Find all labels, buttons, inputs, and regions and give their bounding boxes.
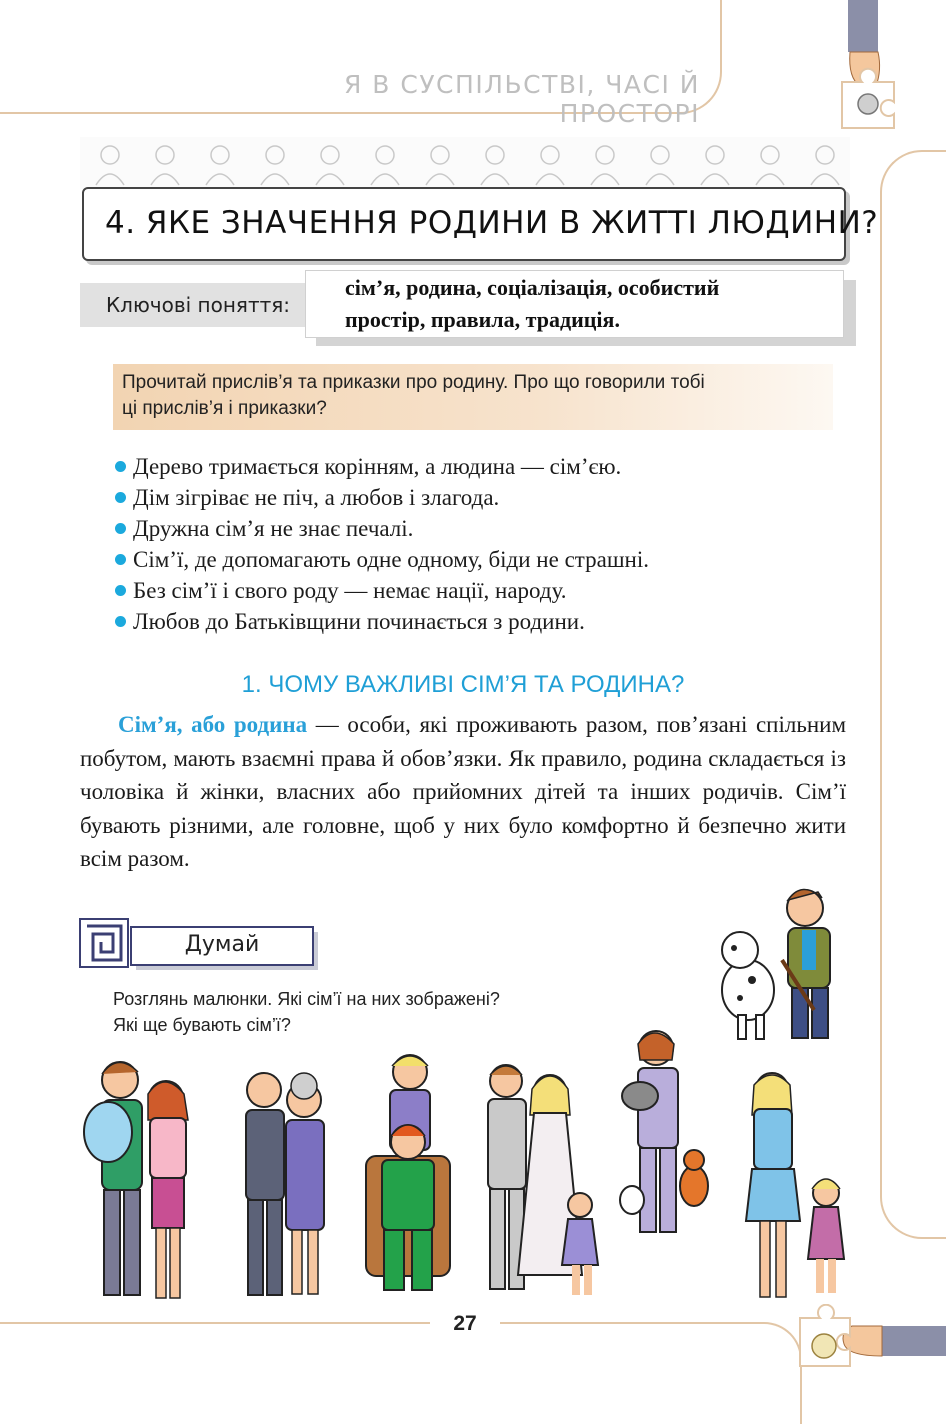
list-item xyxy=(115,513,835,544)
page-number: 27 xyxy=(430,1312,500,1336)
think-label: Думай xyxy=(184,932,260,957)
list-item xyxy=(115,544,835,575)
proverb-text: Без сім’ї і свого роду — немає нації, народу. xyxy=(133,578,567,603)
bullet-icon xyxy=(115,616,126,627)
definition-term: Сім’я, або родина xyxy=(118,712,308,737)
parents-with-baby-illustration xyxy=(78,1050,208,1312)
bullet-icon xyxy=(115,461,126,472)
lesson-title: 4. ЯКЕ ЗНАЧЕННЯ РОДИНИ В ЖИТТІ ЛЮДИНИ? xyxy=(105,205,879,241)
list-item xyxy=(115,575,835,606)
key-concepts-line-1: сім’я, родина, соціалізація, особистий xyxy=(345,275,720,300)
list-item xyxy=(115,606,835,637)
page-frame-bottom xyxy=(0,1322,802,1424)
family-with-wheelchair-illustration xyxy=(358,1046,458,1312)
page-frame-right xyxy=(880,150,946,1239)
key-concepts-line-2: простір, правила, традиція. xyxy=(345,307,620,332)
list-item xyxy=(115,482,835,513)
think-line-1: Розглянь малюнки. Які сім’ї на них зображені? xyxy=(113,989,500,1009)
proverb-text: Любов до Батьківщини починається з родини. xyxy=(133,609,585,634)
section-heading: 1. ЧОМУ ВАЖЛИВІ СІМ’Я ТА РОДИНА? xyxy=(241,671,685,698)
frieze-ornament xyxy=(80,137,850,189)
definition-paragraph xyxy=(80,708,846,876)
mother-with-daughter-illustration xyxy=(730,1065,855,1312)
wedding-couple-illustration xyxy=(470,1055,620,1312)
proverbs-list xyxy=(115,451,835,637)
proverb-text: Сім’ї, де допомагають одне одному, біди не страшні. xyxy=(133,547,649,572)
hand-puzzle-bottom-icon xyxy=(796,1304,946,1376)
proverb-text: Дім зігріває не піч, а любов і злагода. xyxy=(133,485,500,510)
reading-prompt xyxy=(122,370,834,422)
key-concepts-label: Ключові поняття: xyxy=(80,283,316,327)
bullet-icon xyxy=(115,523,126,534)
bullet-icon xyxy=(115,585,126,596)
hand-puzzle-icon xyxy=(836,0,908,130)
grandparents-illustration xyxy=(236,1050,336,1312)
definition-text: — особи, які проживають разом, пов’язані спільним побутом, мають взаємні права й обов’язки. Як правило, родина складається із чоловіка й жінки, власних або прийомних дітей та інших родичів. Сім’ї бувають різними, але головне, щоб у них було комфортно й безпечно жити всім разом. xyxy=(80,712,847,871)
key-concepts-terms xyxy=(345,272,845,336)
maze-icon xyxy=(79,918,129,968)
woman-with-cats-illustration xyxy=(612,1020,732,1255)
think-question xyxy=(113,986,633,1038)
list-item xyxy=(115,451,835,482)
section-header: Я В СУСПІЛЬСТВІ, ЧАСІ Й ПРОСТОРІ xyxy=(343,70,700,128)
prompt-line-2: ці прислів’я і приказки? xyxy=(122,398,327,419)
prompt-line-1: Прочитай прислів’я та приказки про родину. Про що говорили тобі xyxy=(122,372,705,393)
bullet-icon xyxy=(115,492,126,503)
man-with-dog-illustration xyxy=(710,880,860,1050)
proverb-text: Дружна сім’я не знає печалі. xyxy=(133,516,414,541)
think-line-2: Які ще бувають сім’ї? xyxy=(113,1015,291,1035)
proverb-text: Дерево тримається корінням, а людина — сім’єю. xyxy=(133,454,622,479)
bullet-icon xyxy=(115,554,126,565)
